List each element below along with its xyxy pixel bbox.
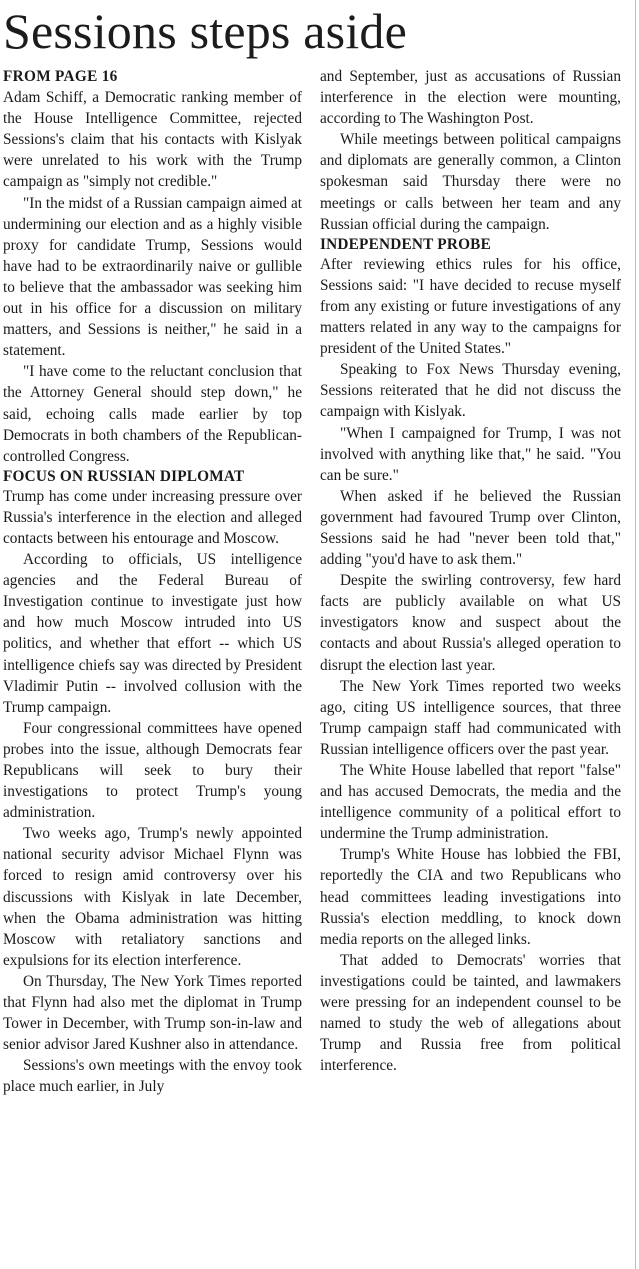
paragraph: That added to Democrats' worries that investigations could be tainted, and lawmakers were pressing for an independent counsel to be named to study the web of allegations about Trump and Russia free from political interference. — [320, 951, 621, 1075]
paragraph: On Thursday, The New York Times reported that Flynn had also met the diplomat in Trump Tower in December, with Trump son-in-law and senior advisor Jared Kushner also in attendance. — [3, 972, 302, 1054]
paragraph: Speaking to Fox News Thursday evening, Sessions reiterated that he did not discuss the campaign with Kislyak. — [320, 361, 621, 421]
paragraph: Four congressional committees have opened probes into the issue, although Democrats fear Republicans will seek to bury their investigations to protect Trump's young administration. — [3, 719, 302, 822]
paragraph: and September, just as accusations of Russian interference in the election were mounting, according to The Washington Post. — [320, 68, 621, 128]
paragraph: Trump's White House has lobbied the FBI, reportedly the CIA and two Republicans who head committees leading investigations into Russia's election meddling, to knock down media reports on the alleged links. — [320, 846, 621, 948]
paragraph: "When I campaigned for Trump, I was not involved with anything like that," he said. "You can be sure." — [320, 424, 621, 484]
paragraph: Sessions's own meetings with the envoy took place much earlier, in July — [3, 1057, 302, 1096]
page-edge-rule — [635, 0, 636, 1269]
headline: Sessions steps aside — [3, 3, 407, 59]
left-column — [3, 66, 302, 1098]
right-column — [320, 66, 621, 1098]
paragraph: Trump has come under increasing pressure over Russia's interference in the election and alleged contacts between his entourage and Moscow. — [3, 487, 302, 547]
subhead-independent-probe: INDEPENDENT PROBE — [320, 235, 491, 253]
paragraph: Despite the swirling controversy, few hard facts are publicly available on what US investigators know and suspect about the contacts and about Russia's alleged operation to disrupt the election last year. — [320, 572, 621, 674]
paragraph: When asked if he believed the Russian government had favoured Trump over Clinton, Sessions said he had "never been told that," adding "you'd have to ask them." — [320, 487, 621, 569]
paragraph: According to officials, US intelligence agencies and the Federal Bureau of Investigation continue to investigate just how and how much Moscow intruded into US politics, and whether that effort -- which US intelligence chiefs say was directed by President Vladimir Putin -- involved collusion with the Trump campaign. — [3, 551, 302, 716]
from-page-label: FROM PAGE 16 — [3, 68, 118, 85]
paragraph: "I have come to the reluctant conclusion that the Attorney General should step down," he said, echoing calls made earlier by top Democrats in both chambers of the Republican-controlled Congress. — [3, 363, 302, 465]
paragraph: After reviewing ethics rules for his office, Sessions said: "I have decided to recuse myself from any existing or future investigations of any matters related in any way to the campaigns for president of the United States." — [320, 255, 621, 358]
paragraph: Two weeks ago, Trump's newly appointed national security advisor Michael Flynn was forced to resign amid controversy over his discussions with Kislyak in late December, when the Obama administration was hitting Moscow with retaliatory sanctions and expulsions for its election interference. — [3, 825, 302, 969]
paragraph: "In the midst of a Russian campaign aimed at undermining our election and as a highly visible proxy for candidate Trump, Sessions would have had to be extraordinarily naive or gullible to believe that the ambassador was seeking him out in his office for a discussion on military matters, and Sessions is neither," he said in a statement. — [3, 194, 302, 360]
paragraph: The New York Times reported two weeks ago, citing US intelligence sources, that three Trump campaign staff had communicated with Russian intelligence officers over the past year. — [320, 677, 621, 758]
subhead-focus-on-russian-diplomat: FOCUS ON RUSSIAN DIPLOMAT — [3, 467, 245, 485]
paragraph: The White House labelled that report "false" and has accused Democrats, the media and the intelligence community of a political effort to undermine the Trump administration. — [320, 762, 621, 843]
article-columns — [3, 66, 639, 1098]
paragraph: While meetings between political campaigns and diplomats are generally common, a Clinton spokesman said Thursday there were no meetings or calls between her team and any Russian official during the campaign. — [320, 131, 621, 233]
paragraph: Adam Schiff, a Democratic ranking member of the House Intelligence Committee, rejected Sessions's claim that his contacts with Kislyak were unrelated to his work with the Trump campaign as "simply not credible." — [3, 89, 302, 191]
